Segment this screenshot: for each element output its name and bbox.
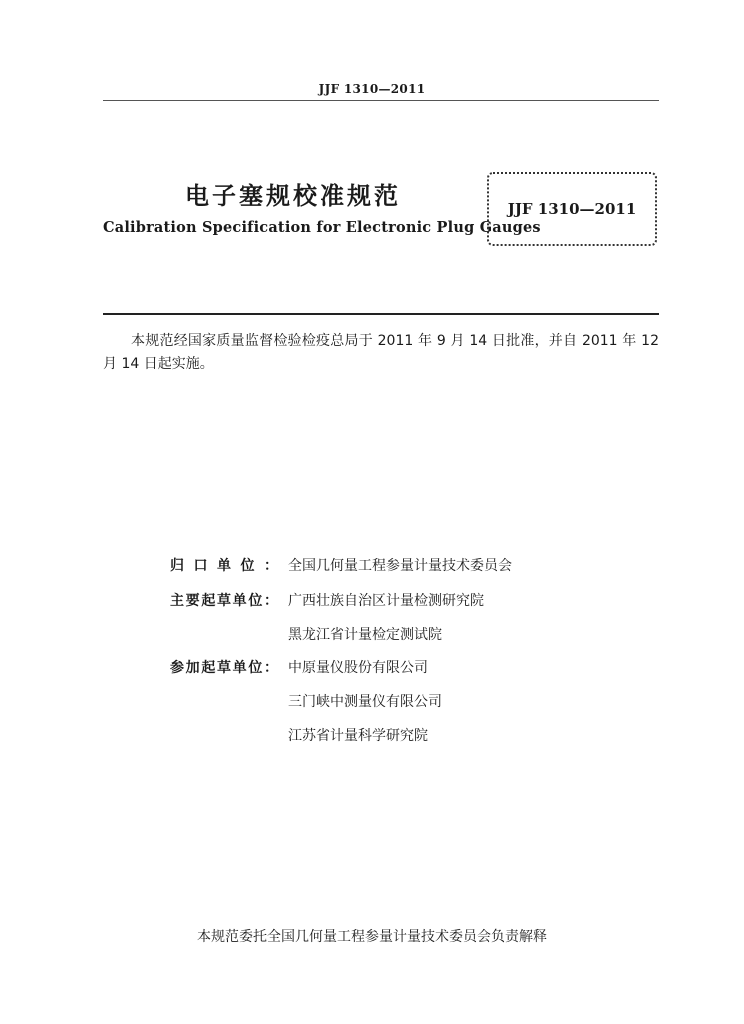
drafting-unit-value: 黑龙江省计量检定测试院 <box>288 627 442 643</box>
participating-unit-value: 三门峡中测量仪有限公司 <box>288 694 442 710</box>
spec-code-box-text: JJF 1310—2011 <box>507 200 637 218</box>
participating-unit-row <box>288 691 744 711</box>
participating-unit-row <box>170 657 650 677</box>
responsible-unit-value: 全国几何量工程参量计量技术委员会 <box>288 558 512 574</box>
participating-unit-label: 参加起草单位： <box>170 660 278 676</box>
header-divider <box>103 100 659 101</box>
drafting-unit-value: 广西壮族自治区计量检测研究院 <box>288 593 484 609</box>
responsible-unit-label: 归口单位： <box>170 558 278 574</box>
approval-statement: 本规范经国家质量监督检验检疫总局于 2011 年 9 月 14 日批准，并自 2011 年 12 月 14 日起实施。 <box>103 333 659 372</box>
spec-code-box <box>487 172 657 246</box>
header-spec-code: JJF 1310—2011 <box>318 82 426 96</box>
participating-unit-row <box>288 725 744 745</box>
drafting-unit-label: 主要起草单位： <box>170 593 278 609</box>
participating-unit-value: 江苏省计量科学研究院 <box>288 728 428 744</box>
drafting-unit-row <box>170 590 650 610</box>
main-divider <box>103 313 659 315</box>
drafting-unit-row <box>288 624 744 644</box>
participating-unit-value: 中原量仪股份有限公司 <box>288 660 428 676</box>
responsible-unit-row <box>170 555 650 575</box>
title-english: Calibration Specification for Electronic Plug Gauges <box>103 219 541 236</box>
interpretation-note: 本规范委托全国几何量工程参量计量技术委员会负责解释 <box>197 929 547 945</box>
title-chinese: 电子塞规校准规范 <box>185 182 401 210</box>
